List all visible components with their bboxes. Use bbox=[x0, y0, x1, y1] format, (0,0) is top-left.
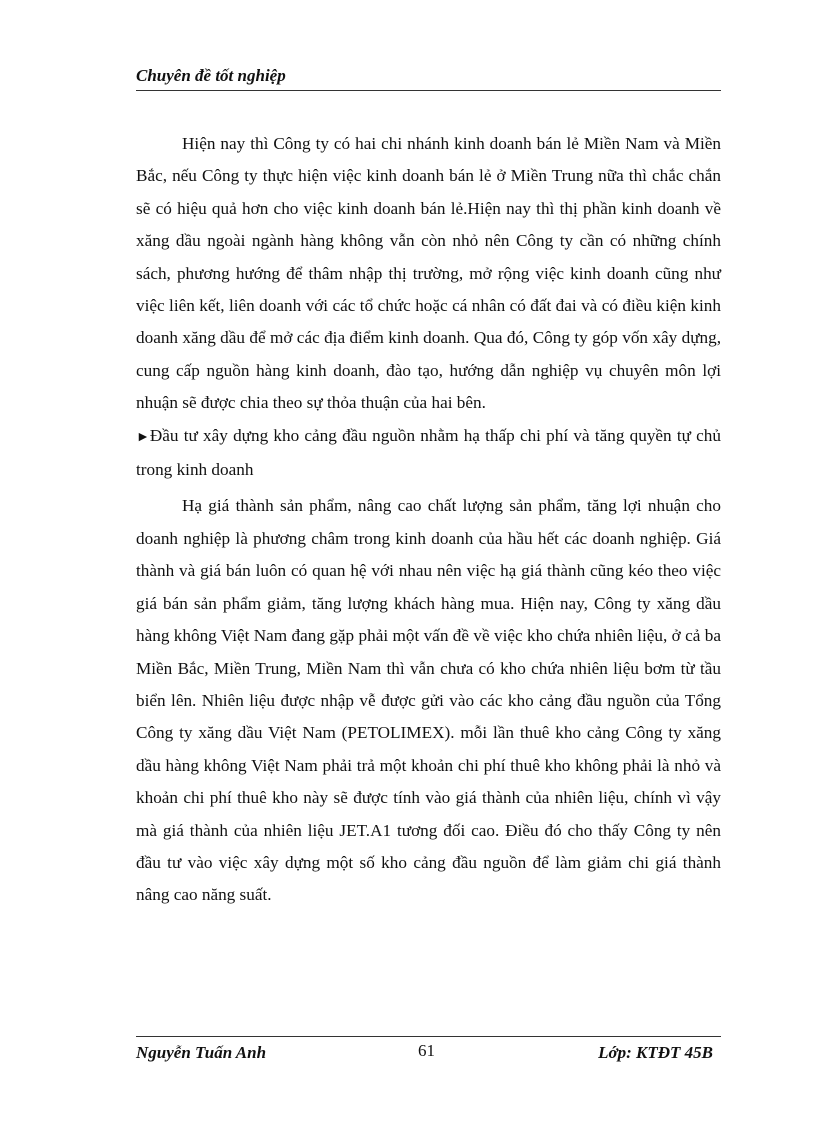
page-header bbox=[136, 64, 721, 91]
paragraph-2: Hạ giá thành sản phẩm, nâng cao chất lượng sản phẩm, tăng lợi nhuận cho doanh nghiệp là phương châm trong kinh doanh của hầu hết các doanh nghiệp. Giá thành và giá bán luôn có quan hệ với nhau nên việc hạ giá thành cũng kéo theo việc giá bán sản phẩm giảm, tăng lượng khách hàng mua. Hiện nay, Công ty xăng dầu hàng không Việt Nam đang gặp phải một vấn đề về việc kho chứa nhiên liệu, ở cả ba Miền Bắc, Miền Trung, Miền Nam thì vẫn chưa có kho chứa nhiên liệu bơm từ tầu biển lên. Nhiên liệu được nhập vễ được gửi vào các kho cảng đầu nguồn của Tổng Công ty xăng dầu Việt Nam (PETOLIMEX). mỗi lần thuê kho cảng Công ty xăng dầu hàng không Việt Nam phải trả một khoản chi phí thuê kho không phải là nhỏ và khoản chi phí thuê kho này sẽ được tính vào giá thành của nhiên liệu, chính vì vậy mà giá thành của nhiên liệu JET.A1 tương đối cao. Điều đó cho thấy Công ty nên đầu tư vào việc xây dựng một số kho cảng đầu nguồn để làm giảm chi giá thành nâng cao năng suất. bbox=[136, 496, 721, 905]
document-title: Chuyên đề tốt nghiệp bbox=[136, 66, 286, 85]
author-name: Nguyễn Tuấn Anh bbox=[136, 1043, 267, 1062]
bullet-heading bbox=[136, 420, 721, 487]
page-footer bbox=[136, 1036, 721, 1063]
bullet-heading-text: Đầu tư xây dựng kho cảng đầu nguồn nhằm hạ thấp chi phí và tăng quyền tự chủ trong kinh doanh bbox=[136, 425, 721, 480]
paragraph-1: Hiện nay thì Công ty có hai chi nhánh kinh doanh bán lẻ Miền Nam và Miền Bắc, nếu Công ty thực hiện việc kinh doanh bán lẻ ở Miền Trung nữa thì chắc chắn sẽ có hiệu quả hơn cho việc kinh doanh bán lẻ.Hiện nay thì thị phần kinh doanh về xăng dầu ngoài ngành hàng không vẫn còn nhỏ nên Công ty cần có những chính sách, phương hướng để thâm nhập thị trường, mở rộng việc kinh doanh cũng như việc liên kết, liên doanh với các tổ chức hoặc cá nhân có đất đai và có điều kiện kinh doanh xăng dầu để mở các địa điểm kinh doanh. Qua đó, Công ty góp vốn xây dựng, cung cấp nguồn hàng kinh doanh, đào tạo, hướng dẫn nghiệp vụ chuyên môn lợi nhuận sẽ được chia theo sự thỏa thuận của hai bên. bbox=[136, 134, 721, 413]
page-body bbox=[136, 128, 721, 912]
class-label: Lớp: KTĐT 45B bbox=[598, 1043, 713, 1062]
bullet-arrow-icon: ► bbox=[136, 429, 150, 445]
page-number: 61 bbox=[418, 1041, 435, 1060]
